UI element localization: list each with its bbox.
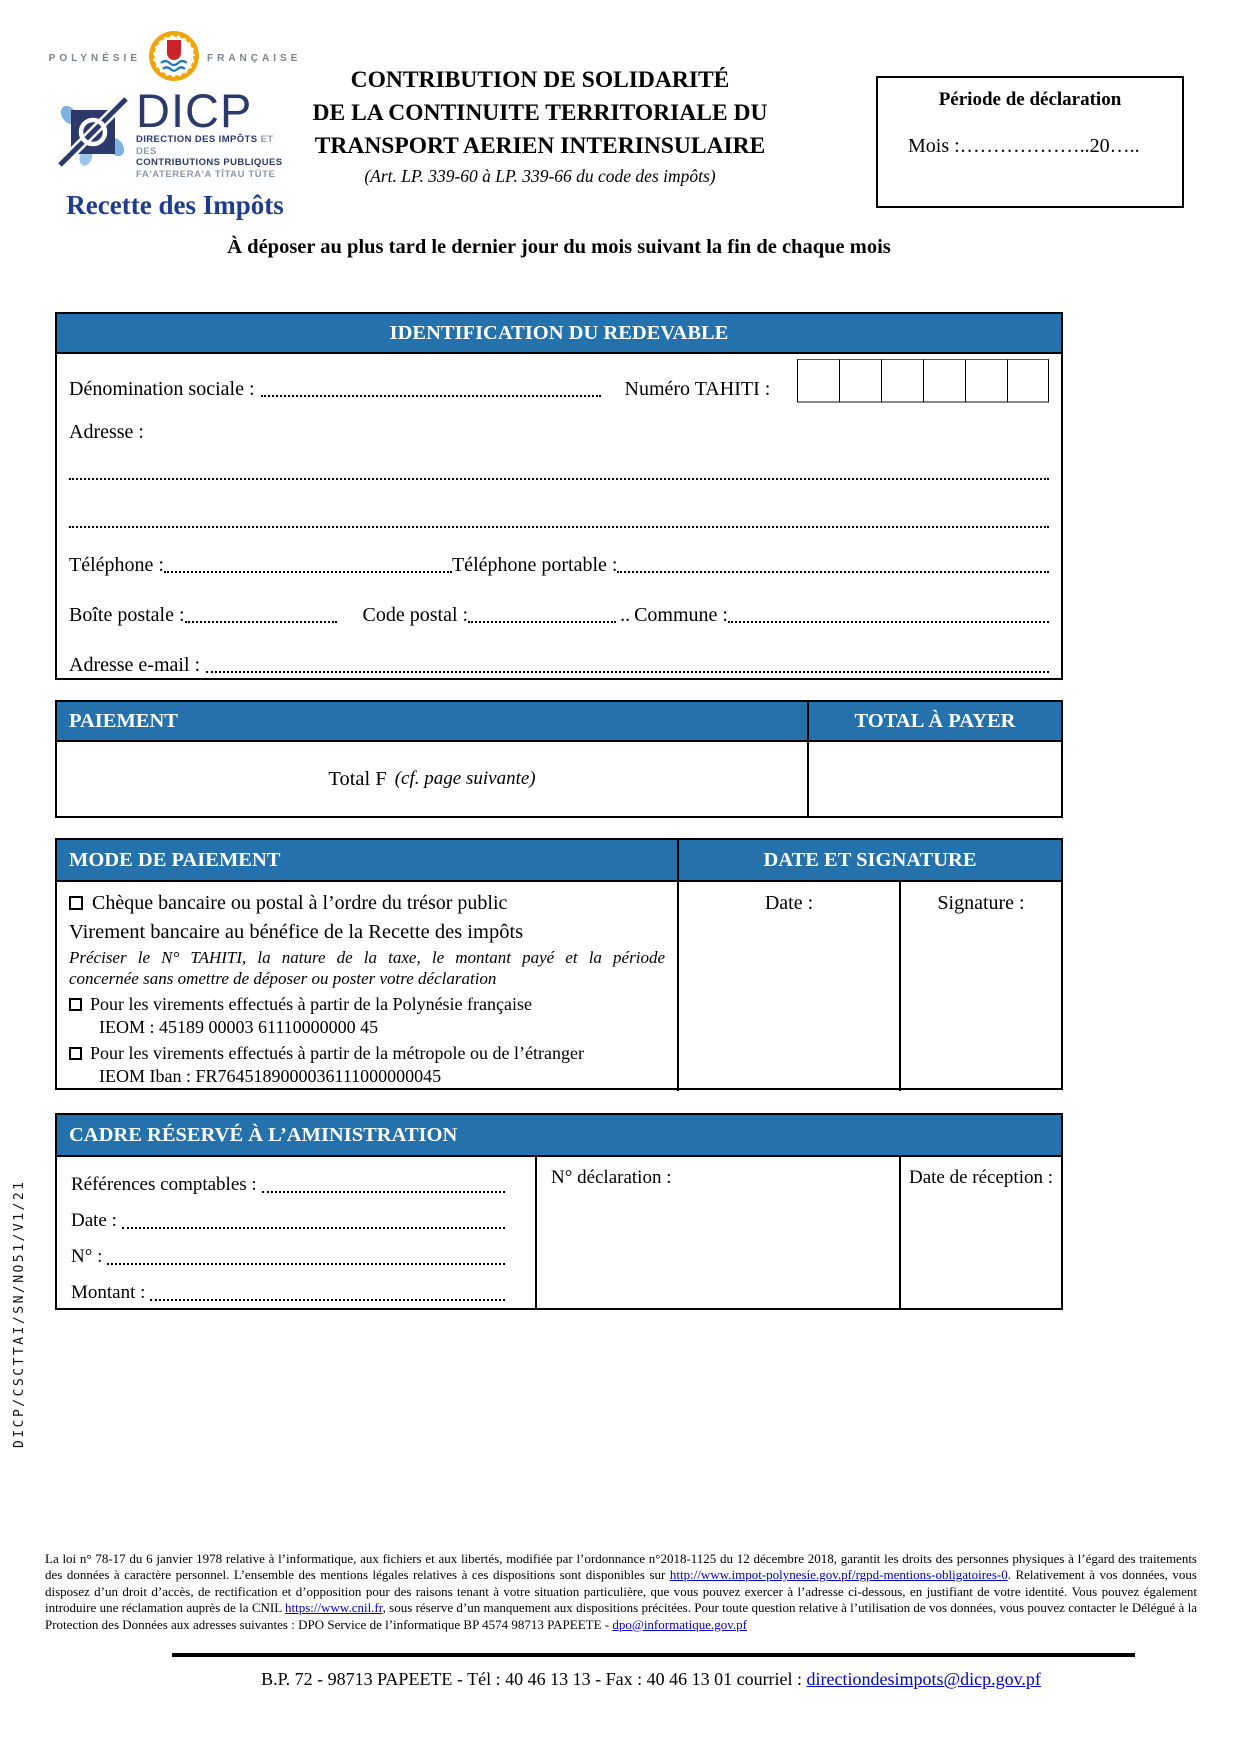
legal-notice-paragraph xyxy=(45,1551,1197,1633)
telephone-label: Téléphone : xyxy=(69,554,164,576)
total-a-payer-header: TOTAL À PAYER xyxy=(807,702,1061,742)
periode-mois-field[interactable]: Mois :………………..20….. xyxy=(908,135,1140,157)
cadre-date-input-line[interactable] xyxy=(122,1227,505,1229)
mode-paiement-header: MODE DE PAIEMENT xyxy=(57,840,677,882)
footer-contact-line xyxy=(120,1669,1182,1690)
cadre-montant-label: Montant : xyxy=(71,1282,146,1303)
commune-dots: .. xyxy=(620,604,631,626)
paiement-section xyxy=(55,700,1063,818)
tahiti-digit-cell[interactable] xyxy=(839,359,881,403)
adresse-row xyxy=(69,406,1049,448)
total-a-payer-input-cell[interactable] xyxy=(807,742,1061,816)
total-note: (cf. page suivante) xyxy=(394,768,536,789)
periode-declaration-box xyxy=(876,76,1184,208)
adresse-input-line2[interactable] xyxy=(69,526,1049,528)
tahiti-digit-cell[interactable] xyxy=(923,359,965,403)
date-field-cell[interactable] xyxy=(677,882,899,1091)
dpo-email-link[interactable]: dpo@informatique.gov.pf xyxy=(612,1616,747,1632)
numero-tahiti-boxes xyxy=(797,359,1049,403)
cheque-option-row xyxy=(69,889,665,918)
deposit-deadline-notice: À déposer au plus tard le dernier jour du mois suivant la fin de chaque mois xyxy=(227,236,891,258)
virement-pf-iban: IEOM : 45189 00003 61110000000 45 xyxy=(99,1017,379,1037)
references-comptables-label: Références comptables : xyxy=(71,1174,257,1195)
virement-pf-label: Pour les virements effectués à partir de la Polynésie française xyxy=(90,994,533,1014)
cadre-numero-input-line[interactable] xyxy=(107,1263,505,1265)
virement-pf-row xyxy=(69,992,665,1016)
telephone-row xyxy=(69,532,1049,582)
references-comptables-row xyxy=(71,1165,505,1201)
adresse-line1-row xyxy=(69,448,1049,484)
cadre-references-column xyxy=(57,1157,535,1309)
dicp-logo-mark-icon xyxy=(56,95,130,174)
cadre-montant-input-line[interactable] xyxy=(150,1299,505,1301)
rgpd-link[interactable]: http://www.impot-polynesie.gov.pf/rgpd-mentions-obligatoires-0 xyxy=(669,1567,1008,1583)
code-postal-label: Code postal : xyxy=(362,604,469,626)
denomination-label: Dénomination sociale : xyxy=(69,378,255,400)
polynesie-francaise-line xyxy=(48,30,302,87)
virement-note-line1: Préciser le N° TAHITI, la nature de la taxe, le montant payé et la période xyxy=(69,948,665,967)
mode-paiement-section xyxy=(55,838,1063,1090)
direction-email-link[interactable]: directiondesimpots@dicp.gov.pf xyxy=(806,1669,1041,1689)
francaise-label: FRANÇAISE xyxy=(207,53,302,64)
virement-metropole-checkbox[interactable] xyxy=(69,1047,82,1060)
numero-tahiti-label: Numéro TAHITI : xyxy=(624,378,771,400)
legal-text-mid2: , sous réserve d’un manquement aux dispositions précitées. Pour toute question relative à l’utilisation de vos données, vous pouvez contacter le Délégué à la Protection des Données aux adresses suivantes : DPO Service de l’informatique BP 4574 98713 PAPEETE - xyxy=(45,1600,1197,1632)
commune-label: Commune : xyxy=(634,604,728,626)
virement-title: Virement bancaire au bénéfice de la Recette des impôts xyxy=(69,921,524,943)
cnil-link[interactable]: https://www.cnil.fr xyxy=(285,1600,383,1616)
cadre-montant-row xyxy=(71,1273,505,1309)
form-reference-vertical: DICP/CSCTTAI/SN/NO51/V1/21 xyxy=(12,1179,27,1448)
date-reception-label: Date de réception : xyxy=(909,1167,1054,1188)
telephone-portable-input-line[interactable] xyxy=(617,571,1049,573)
email-row xyxy=(69,632,1049,682)
dicp-direction-line3: FA'ATERERA'A TĪTAU TŪTE xyxy=(136,169,276,181)
adresse-input-line1[interactable] xyxy=(69,478,1049,480)
date-label: Date : xyxy=(764,892,814,914)
total-f-label: Total F xyxy=(328,767,387,790)
cheque-option-label: Chèque bancaire ou postal à l’ordre du trésor public xyxy=(92,892,508,914)
periode-declaration-title: Période de déclaration xyxy=(938,89,1122,110)
tahiti-digit-cell[interactable] xyxy=(881,359,923,403)
boite-postale-row xyxy=(69,582,1049,632)
email-input-line[interactable] xyxy=(206,671,1049,673)
cadre-date-label: Date : xyxy=(71,1210,117,1231)
polynesie-francaise-emblem-icon xyxy=(148,30,200,87)
denomination-row xyxy=(69,354,1049,406)
cadre-administration-section xyxy=(55,1113,1063,1310)
form-title-line3: TRANSPORT AERIEN INTERINSULAIRE xyxy=(314,132,766,159)
virement-note-line2: concernée sans omettre de déposer ou poster votre déclaration xyxy=(69,969,497,988)
total-label-cell xyxy=(57,742,807,816)
adresse-label: Adresse : xyxy=(69,421,144,443)
boite-postale-input-line[interactable] xyxy=(185,621,337,623)
boite-postale-label: Boîte postale : xyxy=(69,604,185,626)
form-title-block xyxy=(296,64,784,187)
dicp-acronym: DICP xyxy=(136,84,253,137)
denomination-input-line[interactable] xyxy=(261,395,601,397)
form-title xyxy=(296,64,784,163)
cadre-administration-header: CADRE RÉSERVÉ À L’AMINISTRATION xyxy=(57,1115,1061,1157)
numero-declaration-cell[interactable] xyxy=(535,1157,899,1309)
tahiti-digit-cell[interactable] xyxy=(1007,359,1049,403)
references-comptables-input-line[interactable] xyxy=(262,1191,505,1193)
legal-text-mid1: . Relativement à vos données, vous disposez d’un droit d’accès, de rectification et d’opposition pour des raisons tenant à votre situation particulière, que vous pouvez exercer à l’adresse ci-dessous, en justifiant de votre identité. Vous pouvez également introduire une réclamation auprès de la CNIL xyxy=(45,1567,1197,1616)
dicp-direction-line2: CONTRIBUTIONS PUBLIQUES xyxy=(136,157,283,169)
dicp-wordmark xyxy=(136,84,294,181)
virement-metropole-iban: IEOM Iban : FR7645189000036111000000045 xyxy=(99,1066,442,1086)
cheque-checkbox[interactable] xyxy=(69,896,83,910)
footer-contact-text: B.P. 72 - 98713 PAPEETE - Tél : 40 46 13 13 - Fax : 40 46 13 01 courriel : xyxy=(261,1669,807,1689)
virement-metropole-row xyxy=(69,1041,665,1065)
polynesie-label: POLYNÉSIE xyxy=(48,53,141,64)
identification-body xyxy=(57,354,1061,682)
paiement-header: PAIEMENT xyxy=(57,702,807,742)
email-label: Adresse e-mail : xyxy=(69,654,201,676)
signature-label: Signature : xyxy=(937,892,1025,914)
numero-declaration-label: N° déclaration : xyxy=(551,1167,672,1188)
mode-paiement-options xyxy=(57,882,677,1091)
telephone-input-line[interactable] xyxy=(164,571,452,573)
date-reception-cell[interactable] xyxy=(899,1157,1061,1309)
identification-section-header: IDENTIFICATION DU REDEVABLE xyxy=(57,314,1061,354)
tahiti-digit-cell[interactable] xyxy=(797,359,839,403)
telephone-portable-label: Téléphone portable : xyxy=(451,554,618,576)
identification-section xyxy=(55,312,1063,680)
virement-pf-checkbox[interactable] xyxy=(69,998,82,1011)
commune-input-line[interactable] xyxy=(728,621,1049,623)
virement-metropole-label: Pour les virements effectués à partir de la métropole ou de l’étranger xyxy=(90,1043,584,1063)
code-postal-input-line[interactable] xyxy=(468,621,616,623)
cadre-date-row xyxy=(71,1201,505,1237)
adresse-line2-row xyxy=(69,484,1049,532)
form-title-line1: CONTRIBUTION DE SOLIDARITÉ xyxy=(350,67,730,93)
form-title-article-ref: (Art. LP. 339-60 à LP. 339-66 du code des impôts) xyxy=(364,165,716,186)
recette-des-impots-label: Recette des Impôts xyxy=(66,190,284,221)
dicp-direction-line1: DIRECTION DES IMPÔTS ET DES xyxy=(136,133,274,157)
footer-divider-line xyxy=(172,1653,1135,1657)
form-title-line2: DE LA CONTINUITE TERRITORIALE DU xyxy=(312,99,768,126)
dicp-logo-block xyxy=(48,30,302,221)
legal-text-intro: La loi n° 78-17 du 6 janvier 1978 relative à l’informatique, aux fichiers et aux libertés, modifiée par l’ordonnance n°2018-1125 du 12 décembre 2018, garantit les droits des personnes physiques à l’égard des traitements des données à caractère personnel. L’ensemble des mentions légales relatives à ces dispositions sont disponibles sur xyxy=(45,1551,1197,1583)
cadre-numero-label: N° : xyxy=(71,1246,103,1267)
signature-field-cell[interactable] xyxy=(899,882,1061,1091)
tahiti-digit-cell[interactable] xyxy=(965,359,1007,403)
cadre-numero-row xyxy=(71,1237,505,1273)
date-signature-header: DATE ET SIGNATURE xyxy=(677,840,1061,882)
